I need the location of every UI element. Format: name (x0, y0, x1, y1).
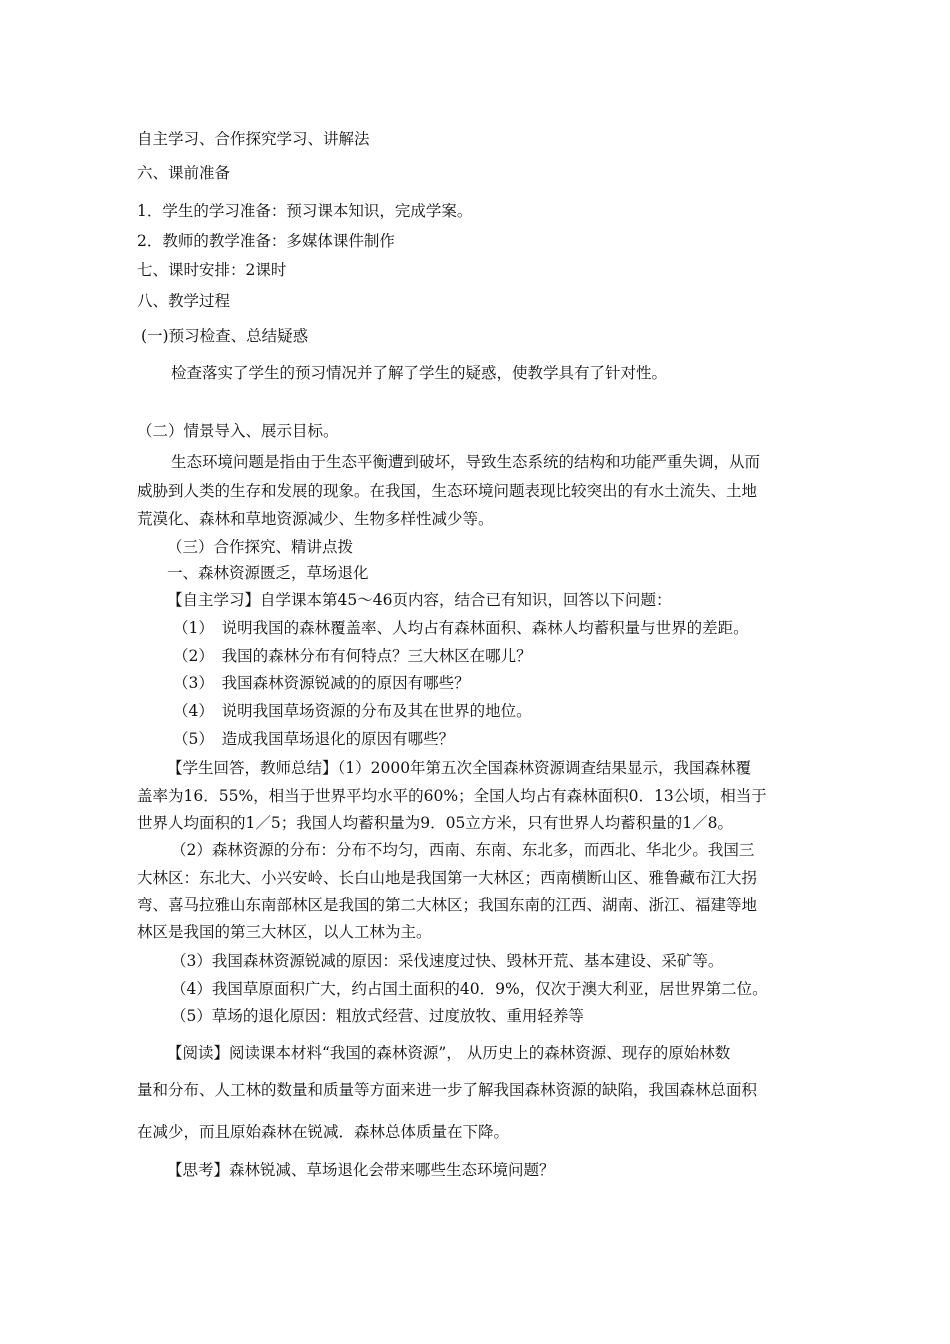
text-line: （5）草场的退化原因：粗放式经营、过度放牧、重用轻养等 (171, 1007, 584, 1025)
subsection-heading: （三）合作探究、精讲点拨 (167, 538, 354, 556)
question-item: （2） 我国的森林分布有何特点？三大林区在哪儿？ (173, 647, 532, 665)
question-item: （3） 我国森林资源锐减的的原因有哪些？ (173, 674, 470, 692)
text-line: 2．教师的教学准备：多媒体课件制作 (137, 232, 395, 250)
text-line: 【阅读】阅读课本材料“我国的森林资源”， 从历史上的森林资源、现存的原始林数 (167, 1044, 731, 1062)
text-line: （2）森林资源的分布：分布不均匀，西南、东南、东北多，而西北、华北少。我国三 (171, 841, 755, 859)
subsection-heading: （二）情景导入、展示目标。 (137, 422, 339, 440)
text-line: 量和分布、人工林的数量和质量等方面来进一步了解我国森林资源的缺陷，我国森林总面积 (137, 1081, 758, 1099)
question-item: （1） 说明我国的森林覆盖率、人均占有森林面积、森林人均蓄积量与世界的差距。 (173, 619, 749, 637)
text-line: 检查落实了学生的预习情况并了解了学生的疑惑，使教学具有了针对性。 (171, 364, 668, 382)
text-line: 【思考】森林锐减、草场退化会带来哪些生态环境问题？ (167, 1161, 555, 1179)
subsection-heading: (一)预习检查、总结疑惑 (141, 327, 309, 345)
text-line: 【学生回答，教师总结】（1）2000年第五次全国森林资源调查结果显示，我国森林覆 (167, 759, 752, 777)
text-line: 自主学习、合作探究学习、讲解法 (137, 130, 370, 148)
text-line: 荒漠化、森林和草地资源减少、生物多样性减少等。 (137, 510, 494, 528)
text-line: 【自主学习】自学课本第45～46页内容，结合已有知识，回答以下问题： (167, 591, 672, 609)
text-line: 在减少，而且原始森林在锐减．森林总体质量在下降。 (137, 1123, 510, 1141)
section-heading: 六、课前准备 (137, 164, 231, 182)
text-line: 大林区：东北大、小兴安岭、长白山地是我国第一大林区；西南横断山区、雅鲁藏布江大拐 (137, 869, 758, 887)
text-line: 世界人均面积的1／5；我国人均蓄积量为9．05立方米，只有世界人均蓄积量的1／8。 (137, 814, 734, 832)
question-item: （4） 说明我国草场资源的分布及其在世界的地位。 (173, 702, 532, 720)
section-heading: 八、教学过程 (137, 292, 231, 310)
text-line: （3）我国森林资源锐减的原因：采伐速度过快、毁林开荒、基本建设、采矿等。 (171, 952, 724, 970)
section-heading: 七、课时安排：2课时 (137, 261, 287, 279)
text-line: 生态环境问题是指由于生态平衡遭到破坏，导致生态系统的结构和功能严重失调，从而 (171, 453, 761, 471)
text-line: 盖率为16．55%，相当于世界平均水平的60%；全国人均占有森林面积0．13公顷，相当于 (137, 787, 767, 805)
text-line: 林区是我国的第三大林区，以人工林为主。 (137, 923, 432, 941)
subsection-heading: 一、森林资源匮乏，草场退化 (167, 564, 369, 582)
text-line: 威胁到人类的生存和发展的现象。在我国，生态环境问题表现比较突出的有水土流失、土地 (137, 482, 758, 500)
text-line: 1．学生的学习准备：预习课本知识，完成学案。 (137, 202, 473, 220)
question-item: （5） 造成我国草场退化的原因有哪些？ (173, 730, 455, 748)
text-line: （4）我国草原面积广大，约占国土面积的40．9%，仅次于澳大利亚，居世界第二位。 (171, 980, 768, 998)
text-line: 弯、喜马拉雅山东南部林区是我国的第二大林区；我国东南的江西、湖南、浙江、福建等地 (137, 896, 758, 914)
